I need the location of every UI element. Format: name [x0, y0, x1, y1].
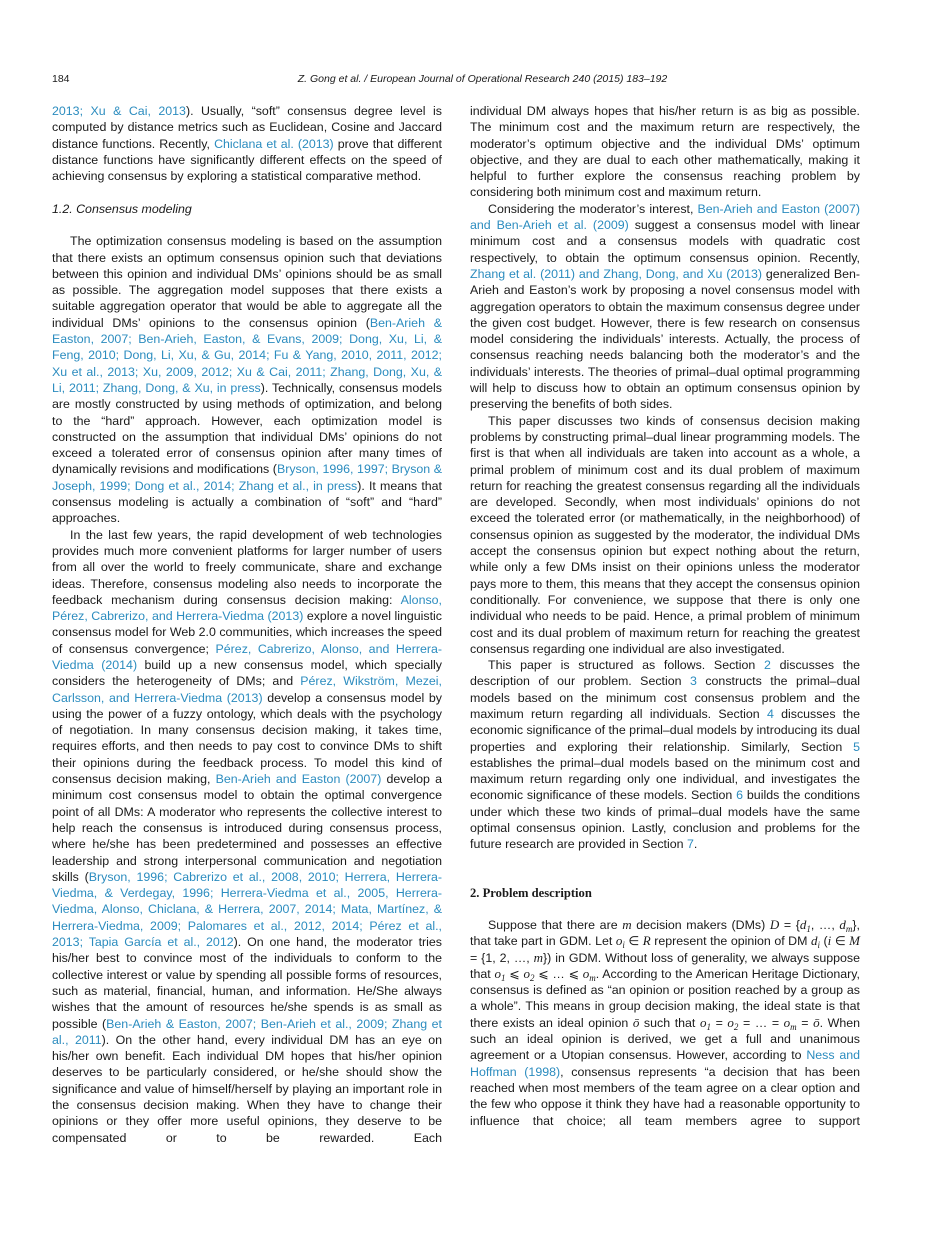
citation-link[interactable]: Ness and Hoffman (1998): [470, 1048, 860, 1079]
text-run: generalized Ben-Arieh and Easton’s work by proposing a novel consensus model with aggregation operators to obtain the maximum consensus degree under the given cost budget. However, there is few research on consensus model considering the individuals’ interests. Actually, the process of consensus reaching needs balancing both the moderator’s and the individuals’ interests. The theories of primal–dual optimal programming will help to discuss how to obtain an optimum consensus opinion by preserving the benefits of both sides.: [470, 266, 861, 412]
paragraph: [52, 527, 442, 1146]
text-run: decision makers (DMs): [631, 917, 770, 932]
math-subscript: m: [790, 1021, 797, 1032]
math-subscript: i: [817, 940, 821, 951]
text-run: prove that different distance functions have significantly different effects on the speed of achieving consensus by exploring a statistical comparative method.: [52, 136, 442, 184]
math-symbol: i: [827, 933, 832, 949]
text-run: ). Technically, consensus models are mostly constructed by using methods of optimization, and belong to the “hard” approach. However, each optimization model is constructed on the assumption that individual DMs’ opinions do not exceed a tolerated error of consensus opinion after many times of dynamically revisions and modifications (: [52, 380, 443, 477]
citation-link[interactable]: Chiclana et al. (2013): [214, 136, 334, 151]
math-symbol: m: [622, 916, 632, 932]
paragraph: [470, 917, 860, 1129]
citation-link[interactable]: Ben-Arieh and Easton (2007): [215, 772, 382, 787]
citation-link[interactable]: Bryson, 1996; Cabrerizo et al., 2008, 2010; Herrera, Herrera-Viedma, & Verdegay, 1996; Herrera-Viedma et al., 2005, Herrera-Viedma, Alonso, Chiclana, & Herrera, 2007, 2014; Mata, Martínez, & Herrera-Viedma, 2009; Palomares et al., 2012, 2014; Pérez et al., 2013; Tapia García et al., 2012: [52, 869, 442, 950]
citation-link[interactable]: 4: [766, 706, 774, 721]
text-run: = {1, 2, …,: [470, 950, 534, 965]
text-run: builds the conditions under which these two kinds of primal–dual models have the same optimal consensus opinion. Lastly, conclusion and problems for the future research are provided in Section: [470, 788, 860, 852]
text-run: Considering the moderator’s interest,: [488, 201, 698, 216]
text-run: Suppose that there are: [488, 917, 623, 932]
paragraph: [52, 103, 442, 184]
citation-link[interactable]: Ben-Arieh & Easton, 2007; Ben-Arieh, Easton, & Evans, 2009; Dong, Xu, Li, & Feng, 2010; Dong, Li, Xu, & Gu, 2014; Fu & Yang, 2010, 2011, 2012; Xu et al., 2013; Xu, 2009, 2012; Xu & Cai, 2011; Zhang, Dong, Xu, & Li, 2011; Zhang, Dong, & Xu, in press: [52, 315, 442, 395]
text-run: The optimization consensus modeling is based on the assumption that there exists an optimum consensus opinion such that deviations between this opinion and individual DMs’ opinions should be as small as possible. The aggregation model supposes that there exists a suitable aggregation operator that would be able to aggregate all the individual DMs’ opinions to the consensus opinion (: [52, 234, 442, 330]
text-run: ). Usually, “soft” consensus degree level is computed by distance metrics such as Euclidean, Cosine and Jaccard distance functions. Recently,: [52, 104, 442, 151]
text-run: ). On the other hand, every individual DM has an eye on his/her own benefit. Each individual DM hopes that his/her opinion deserves to be particularly considered, or he/she should show the significance and value of himself/herself by playing an important role in the consensus decision making. When they have to change their opinions or they offer more useful opinions, they deserve to be compensated or to be rewarded. Each: [52, 1032, 442, 1145]
math-symbol: o: [582, 965, 590, 981]
paragraph: [470, 413, 860, 657]
text-run: In the last few years, the rapid development of web technologies provides much more convenient platforms for larger number of users from all over the world to freely communicate, share and exchange ideas. Therefore, consensus modeling also needs to incorporate the feedback mechanism during consensus decision making:: [52, 527, 442, 607]
citation-link[interactable]: 2: [764, 658, 771, 673]
section-heading: 2. Problem description: [470, 885, 592, 900]
math-subscript: 1: [500, 972, 506, 983]
text-run: develop a consensus model by using the power of a fuzzy ontology, which deals with the psychology of negotiation. In many consensus decision making, it takes time, requires efforts, and then needs to pay cost to convince DMs to shift their opinions during the feedback process. To model this kind of consensus decision making,: [52, 690, 442, 787]
math-symbol: M: [849, 933, 860, 949]
math-subscript: 2: [733, 1021, 739, 1032]
left-column: [52, 103, 442, 1146]
citation-link[interactable]: Pérez, Wikström, Mezei, Carlsson, and Herrera-Viedma (2013): [52, 674, 442, 705]
running-header: Z. Gong et al. / European Journal of Operational Research 240 (2015) 183–192: [297, 73, 668, 85]
text-run: This paper is structured as follows. Section: [488, 658, 764, 673]
math-symbol: o: [523, 965, 530, 981]
text-run: ⩽: [505, 966, 524, 981]
citation-link[interactable]: 5: [853, 739, 860, 754]
text-run: build up a new consensus model, which specially considers the heterogeneity of DMs; and: [52, 658, 442, 689]
text-run: This paper discusses two kinds of consensus decision making problems by constructing primal–dual linear programming models. The first is that when all individuals are taken into account as a whole, a primal problem of minimum cost and its dual problem of maximum return for reaching the greatest consensus regarding all the individuals are developed. Secondly, when most individuals’ opinions do not exceed the tolerated error (or mathematically, in the neighborhood) of consensus opinion as suggested by the moderator, the individual DMs accept the consensus opinion but expect nothing about the return, while only a few DMs insist on their opinions unless the moderator pays more to them, this means that they accept the consensus opinion conditionally. For convenience, we suppose that there is only one individual who needs to be paid. Hence, a primal problem of minimum cost and its dual problem of maximum return for reaching the greatest consensus regarding one individual are also investigated.: [470, 413, 860, 656]
math-symbol: d: [799, 916, 807, 932]
math-subscript: 1: [706, 1021, 711, 1032]
text-run: ∈: [831, 934, 850, 949]
math-subscript: m: [589, 972, 596, 983]
subsection-heading: 1.2. Consensus modeling: [52, 201, 192, 216]
math-symbol: m: [533, 949, 544, 965]
paragraph: [470, 103, 860, 201]
citation-link[interactable]: 6: [736, 788, 744, 803]
citation-link[interactable]: 3: [689, 674, 697, 689]
text-run: }) in GDM. Without loss of generality, we always suppose that: [470, 950, 860, 981]
text-run: =: [796, 1015, 814, 1030]
page-number: 184: [52, 73, 70, 85]
math-symbol: o: [727, 1014, 734, 1030]
citation-link[interactable]: Alonso, Pérez, Cabrerizo, and Herrera-Viedma (2013): [52, 592, 442, 624]
text-run: individual DM always hopes that his/her return is as big as possible. The minimum cost and the maximum return are respectively, the moderator’s optimum objective and the individual DMs’ optimum objective, and they are dual to each other mathematically, making it helpful to further explore the consensus reaching problem by considering both minimum cost and maximum return.: [470, 104, 860, 200]
citation-link[interactable]: Ben-Arieh and Easton (2007) and Ben-Arieh et al. (2009): [470, 201, 860, 233]
math-symbol: d: [839, 916, 846, 932]
text-run: establishes the primal–dual models based on the minimum cost and maximum return regarding only one individual, and investigates the economic significance of these models. Section: [470, 755, 860, 803]
text-run: . According to the American Heritage Dictionary, consensus is defined as “an opinion or position reached by a group as a whole”. This means in group decision making, the ideal state is that there exists an ideal opinion: [470, 966, 860, 1030]
math-symbol: o: [783, 1014, 791, 1030]
paragraph: [470, 201, 860, 413]
text-run: , …,: [810, 917, 840, 932]
citation-link[interactable]: Bryson, 1996, 1997; Bryson & Joseph, 1999; Dong et al., 2014; Zhang et al., in press: [52, 462, 442, 493]
math-symbol: D: [769, 916, 780, 932]
math-symbol: R: [642, 933, 651, 949]
citation-link[interactable]: Zhang et al. (2011) and Zhang, Dong, and Xu (2013): [470, 266, 763, 281]
text-run: explore a novel linguistic consensus model for Web 2.0 communities, which increases the speed of consensus convergence;: [52, 609, 442, 656]
math-symbol: o: [615, 933, 623, 949]
text-run: .: [693, 837, 698, 852]
citation-link[interactable]: Ben-Arieh & Easton, 2007; Ben-Arieh et al., 2009; Zhang et al., 2011: [52, 1016, 443, 1047]
text-run: discusses the description of our problem. Section: [470, 658, 860, 689]
citation-link[interactable]: 2013; Xu & Cai, 2013: [52, 104, 186, 118]
text-run: such that: [639, 1015, 700, 1030]
paragraph: [470, 657, 860, 853]
math-symbol: o: [699, 1014, 707, 1030]
text-run: ⩽ … ⩽: [534, 966, 583, 981]
text-run: represent the opinion of DM: [650, 934, 811, 949]
math-symbol: ō: [632, 1014, 640, 1030]
text-run: ). On one hand, the moderator tries his/her best to convince most of the individuals to conform to the collective interest or value by spending all possible forms of resources, such as material, financial, human, and information. He/She always wishes that the amount of resources he/she spends is as small as possible (: [52, 935, 442, 1031]
text-run: suggest a consensus model with linear minimum cost and a consensus models with quadratic cost respectively, to obtain the optimum consensus opinion. Recently,: [470, 218, 860, 265]
right-column: [470, 103, 860, 1129]
math-subscript: 1: [806, 923, 811, 934]
text-run: (: [820, 934, 828, 949]
text-run: ). It means that consensus modeling is actually a combination of “soft” and “hard” approaches.: [52, 478, 443, 526]
text-run: ∈: [624, 934, 643, 949]
text-run: . When such an ideal opinion is derived, we get a full and unanimous agreement or a Utopian consensus. However, according to: [470, 1015, 861, 1063]
text-run: = {: [779, 917, 800, 932]
math-symbol: d: [811, 933, 818, 949]
math-subscript: 2: [529, 972, 535, 983]
math-symbol: o: [494, 965, 501, 981]
math-subscript: i: [622, 940, 625, 951]
citation-link[interactable]: 7: [686, 837, 694, 852]
text-run: = … =: [738, 1015, 784, 1030]
text-run: , consensus represents “a decision that has been reached when most members of the team agree on a clear option and the few who oppose it think they have had a reasonable opportunity to influence that choice; all team members agree to support: [470, 1064, 860, 1128]
citation-link[interactable]: Pérez, Cabrerizo, Alonso, and Herrera-Viedma (2014): [52, 641, 442, 672]
text-run: }, that take part in GDM. Let: [470, 917, 860, 949]
text-run: discusses the economic significance of the primal–dual models by introducing its dual properties and exploring their relationship. Similarly, Section: [470, 706, 860, 754]
math-symbol: ō: [813, 1014, 820, 1030]
paragraph: [52, 233, 442, 526]
text-run: constructs the primal–dual models based on the minimum cost consensus problem and the maximum return regarding all individuals. Section: [470, 674, 860, 721]
text-run: develop a minimum cost consensus model to obtain the optimal convergence point of all DMs: A moderator who represents the collective interest to help reach the consensus is introduced during consensus process, where he/she has been predetermined and possesses an effective leadership and strong interpersonal communication and negotiation skills (: [52, 772, 442, 884]
text-run: =: [710, 1015, 728, 1030]
math-subscript: m: [845, 923, 853, 934]
